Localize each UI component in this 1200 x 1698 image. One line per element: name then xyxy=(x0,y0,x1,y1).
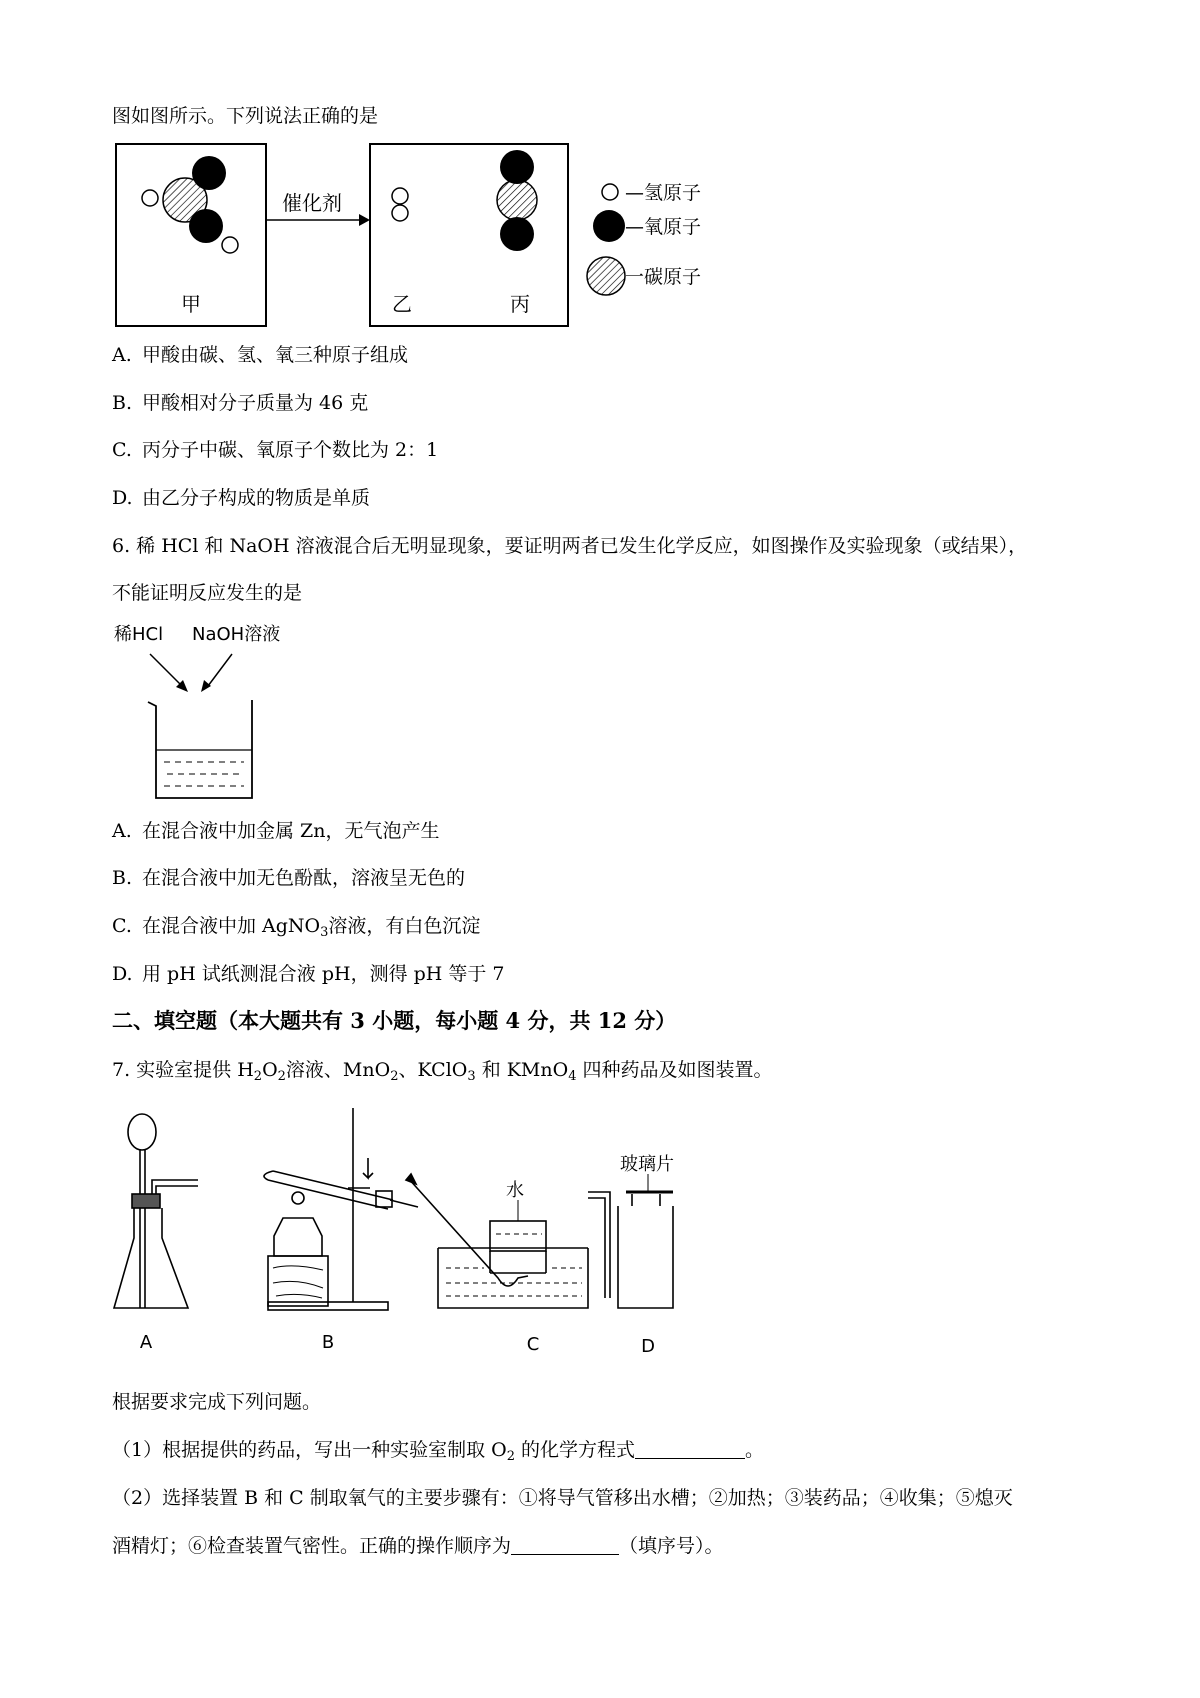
q5-option-d: D. 由乙分子构成的物质是单质 xyxy=(112,487,371,509)
q6-stem-line1: 6. 稀 HCl 和 NaOH 溶液混合后无明显现象，要证明两者已发生化学反应，如图操作及实验现象（或结果）， xyxy=(112,535,1028,557)
hydrogen-atom-icon xyxy=(392,205,408,221)
catalyst-label: 催化剂 xyxy=(282,191,342,215)
apparatus-label-d: D xyxy=(641,1336,655,1357)
q7-stem: 7. 实验室提供 $H_2O_2$溶液、MnO$_2$、KClO$_3$ 和 KMnO$_4$ 四种药品及如图装置。 xyxy=(112,1059,773,1084)
product-label-left: 乙 xyxy=(392,292,412,316)
q5-option-b: B. 甲酸相对分子质量为 46 克 xyxy=(112,392,369,414)
carbon-atom-icon xyxy=(587,257,625,295)
reactant-label: 甲 xyxy=(181,292,201,316)
q6-option-a: A. 在混合液中加金属 Zn，无气泡产生 xyxy=(112,820,440,842)
oxygen-atom-icon xyxy=(500,217,534,251)
q6-stem-line2: 不能证明反应发生的是 xyxy=(112,582,303,604)
q7-sub2-line2: 酒精灯；⑥检查装置气密性。正确的操作顺序为 （填序号）。 xyxy=(112,1535,724,1557)
arrow-head-icon xyxy=(359,214,370,226)
q6-option-d: D. 用 pH 试纸测混合液 pH，测得 pH 等于 7 xyxy=(112,963,505,985)
legend-hydrogen: —氢原子 xyxy=(625,182,702,204)
hydrogen-atom-icon xyxy=(142,190,158,206)
q7-sub2-line1: （2）选择装置 B 和 C 制取氧气的主要步骤有：①将导气管移出水槽；②加热；③装药品；④收集；⑤熄灭 xyxy=(112,1487,1013,1509)
beaker-icon xyxy=(148,700,252,798)
hydrogen-atom-icon xyxy=(392,188,408,204)
beaker-diagram xyxy=(112,620,312,806)
legend-carbon: 一碳原子 xyxy=(625,266,702,288)
q5-option-a: A. 甲酸由碳、氢、氧三种原子组成 xyxy=(112,344,409,366)
gas-bottle-icon xyxy=(588,1192,673,1308)
hydrogen-atom-icon xyxy=(602,184,618,200)
liquid-dashes xyxy=(164,762,244,786)
arrow-right xyxy=(208,654,232,686)
arrow-left xyxy=(150,654,182,686)
q5-option-c: C. 丙分子中碳、氧原子个数比为 2：1 xyxy=(112,439,439,461)
water-label: 水 xyxy=(506,1180,524,1201)
apparatus-diagram xyxy=(108,1098,748,1363)
heating-apparatus-icon xyxy=(264,1108,418,1310)
answer-blank-1[interactable] xyxy=(635,1438,745,1459)
apparatus-label-b: B xyxy=(321,1332,335,1353)
legend-oxygen: —氧原子 xyxy=(625,216,702,238)
carbon-atom-icon xyxy=(497,180,537,220)
water-trough-icon xyxy=(406,1174,588,1308)
arrow-head-icon xyxy=(201,680,211,692)
q6-option-c: C. 在混合液中加 AgNO$_3$溶液，有白色沉淀 xyxy=(112,915,481,940)
intro-text: 图如图所示。下列说法正确的是 xyxy=(112,105,379,127)
reaction-diagram xyxy=(112,140,812,340)
hydrogen-atom-icon xyxy=(222,237,238,253)
apparatus-label-c: C xyxy=(526,1334,540,1355)
oxygen-atom-icon xyxy=(189,209,223,243)
product-label-right: 丙 xyxy=(510,292,530,316)
section-heading: 二、填空题（本大题共有 3 小题，每小题 4 分，共 12 分） xyxy=(112,1008,677,1033)
answer-blank-2[interactable] xyxy=(511,1534,619,1555)
oxygen-atom-icon xyxy=(500,150,534,184)
apparatus-label-a: A xyxy=(139,1332,153,1353)
oxygen-atom-icon xyxy=(593,210,625,242)
hcl-label: 稀HCl xyxy=(114,624,164,645)
q6-option-b: B. 在混合液中加无色酚酞，溶液呈无色的 xyxy=(112,867,466,889)
naoh-label: NaOH溶液 xyxy=(192,624,281,645)
q7-instruction: 根据要求完成下列问题。 xyxy=(112,1391,322,1413)
q7-sub1: （1）根据提供的药品，写出一种实验室制取 $O_2$ 的化学方程式 。 xyxy=(112,1439,765,1464)
glass-plate-label: 玻璃片 xyxy=(620,1154,674,1175)
conical-flask-icon xyxy=(114,1114,198,1308)
